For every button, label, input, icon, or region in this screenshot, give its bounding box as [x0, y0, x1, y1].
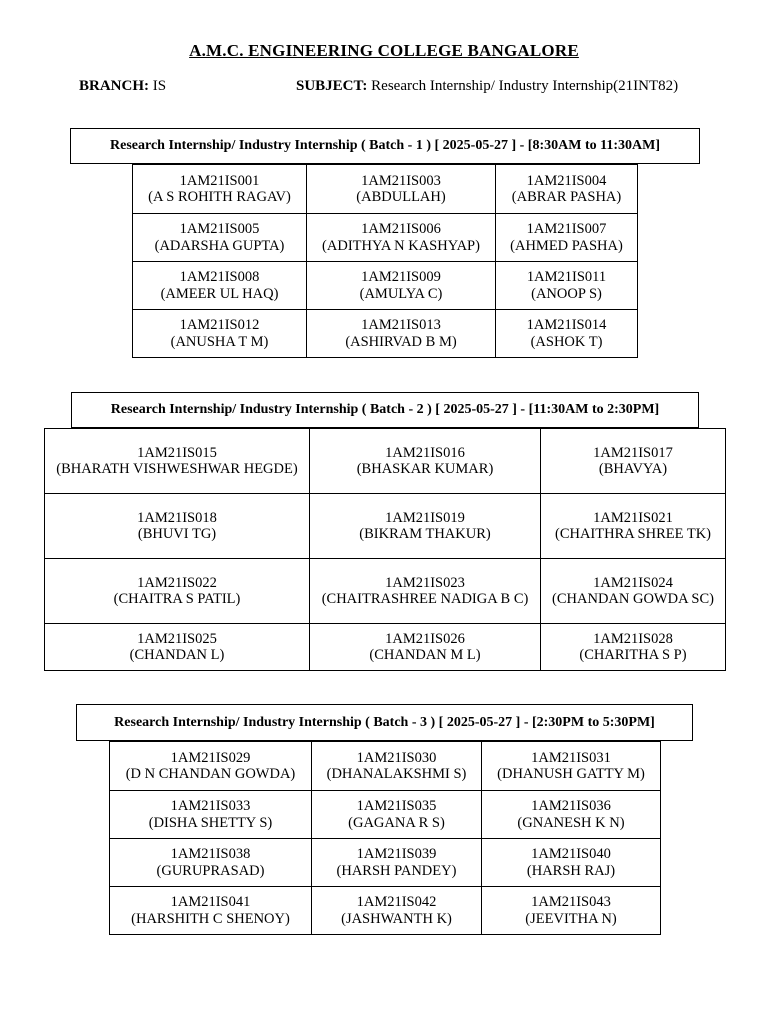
student-id: 1AM21IS006 [361, 221, 441, 237]
student-name: (JEEVITHA N) [525, 910, 617, 927]
student-name: (CHAITHRA SHREE TK) [554, 526, 711, 542]
student-cell [133, 310, 307, 358]
table-row [133, 262, 638, 310]
student-id: 1AM21IS005 [179, 221, 260, 237]
subject-value: Research Internship/ Industry Internship(21INT82) [371, 78, 679, 94]
student-name: (ASHIRVAD B M) [345, 333, 457, 350]
student-id: 1AM21IS003 [361, 172, 441, 189]
student-name: (ASHOK T) [530, 333, 603, 350]
student-cell [482, 742, 661, 791]
table-row [45, 559, 726, 624]
student-name: (ADITHYA N KASHYAP) [322, 237, 480, 254]
table-row [110, 887, 661, 935]
student-name: (CHANDAN L) [129, 647, 225, 663]
student-cell [310, 559, 541, 624]
student-name: (ABRAR PASHA) [511, 189, 622, 205]
student-cell [496, 310, 638, 358]
table-row [45, 494, 726, 559]
subject-line [296, 78, 678, 95]
student-id: 1AM21IS022 [137, 574, 217, 591]
student-cell [45, 559, 310, 624]
student-name: (HARSH RAJ) [526, 862, 616, 879]
batch-1-table [132, 164, 638, 358]
student-name: (GNANESH K N) [517, 814, 625, 831]
student-name: (D N CHANDAN GOWDA) [125, 766, 296, 782]
student-id: 1AM21IS009 [361, 269, 441, 285]
student-cell [310, 494, 541, 559]
student-id: 1AM21IS019 [385, 509, 465, 526]
student-id: 1AM21IS001 [179, 172, 260, 189]
branch-label: BRANCH: [79, 78, 149, 94]
subject-label: SUBJECT: [296, 78, 368, 94]
student-id: 1AM21IS011 [526, 269, 607, 285]
student-name: (AMULYA C) [359, 285, 443, 302]
student-id: 1AM21IS036 [531, 798, 611, 814]
batch-2-header: Research Internship/ Industry Internship ( Batch - 2 ) [ 2025-05-27 ] - [11:30AM to 2:30PM] [71, 392, 699, 428]
student-cell [133, 214, 307, 262]
student-id: 1AM21IS023 [385, 574, 465, 591]
student-id: 1AM21IS004 [526, 172, 607, 189]
table-row [133, 310, 638, 358]
student-id: 1AM21IS026 [385, 630, 465, 647]
student-name: (DHANUSH GATTY M) [497, 766, 645, 782]
college-title: A.M.C. ENGINEERING COLLEGE BANGALORE [189, 41, 579, 60]
student-id: 1AM21IS015 [137, 444, 217, 461]
student-cell [110, 839, 312, 887]
student-name: (CHARITHA S P) [579, 647, 687, 663]
student-cell [312, 887, 482, 935]
student-name: (CHAITRA S PATIL) [113, 591, 241, 607]
student-id: 1AM21IS028 [593, 630, 673, 647]
table-row [110, 791, 661, 839]
student-name: (CHANDAN M L) [369, 647, 481, 663]
student-id: 1AM21IS031 [531, 749, 611, 766]
student-id: 1AM21IS042 [356, 894, 437, 910]
student-cell [110, 742, 312, 791]
student-id: 1AM21IS008 [179, 269, 260, 285]
student-id: 1AM21IS016 [385, 444, 465, 461]
student-name: (DHANALAKSHMI S) [326, 766, 467, 782]
student-id: 1AM21IS018 [137, 509, 217, 526]
student-name: (AHMED PASHA) [510, 237, 623, 254]
student-id: 1AM21IS007 [526, 221, 607, 237]
student-id: 1AM21IS041 [170, 894, 251, 910]
table-row [133, 165, 638, 214]
student-name: (BIKRAM THAKUR) [359, 526, 491, 542]
student-name: (ADARSHA GUPTA) [154, 237, 285, 254]
student-cell [133, 262, 307, 310]
branch-value: IS [152, 78, 167, 94]
student-id: 1AM21IS040 [531, 846, 611, 862]
student-cell [307, 165, 496, 214]
student-cell [307, 262, 496, 310]
student-id: 1AM21IS012 [179, 317, 260, 333]
student-id: 1AM21IS013 [361, 317, 441, 333]
student-name: (HARSH PANDEY) [336, 862, 457, 879]
student-name: (AMEER UL HAQ) [160, 285, 279, 302]
student-name: (CHANDAN GOWDA SC) [552, 591, 714, 607]
student-cell [307, 214, 496, 262]
student-id: 1AM21IS025 [137, 630, 217, 647]
student-cell [310, 624, 541, 671]
batch-3-header: Research Internship/ Industry Internship ( Batch - 3 ) [ 2025-05-27 ] - [2:30PM to 5:30PM] [76, 704, 693, 741]
student-cell [312, 742, 482, 791]
table-row [110, 742, 661, 791]
student-name: (BHARATH VISHWESHWAR HEGDE) [56, 461, 298, 477]
student-name: (ANUSHA T M) [170, 333, 269, 350]
table-row [45, 624, 726, 671]
student-id: 1AM21IS024 [593, 574, 673, 591]
student-id: 1AM21IS038 [170, 846, 251, 862]
student-name: (GAGANA R S) [348, 814, 445, 831]
student-cell [541, 494, 726, 559]
student-name: (A S ROHITH RAGAV) [148, 189, 291, 205]
student-name: (BHUVI TG) [137, 526, 217, 542]
student-cell [45, 429, 310, 494]
batch-1-header: Research Internship/ Industry Internship ( Batch - 1 ) [ 2025-05-27 ] - [8:30AM to 11:30AM] [70, 128, 700, 164]
student-cell [312, 839, 482, 887]
student-cell [496, 165, 638, 214]
student-name: (BHAVYA) [598, 461, 668, 477]
student-id: 1AM21IS035 [356, 798, 437, 814]
student-name: (HARSHITH C SHENOY) [131, 910, 290, 927]
student-name: (DISHA SHETTY S) [148, 814, 273, 831]
student-cell [110, 791, 312, 839]
student-id: 1AM21IS030 [356, 749, 437, 766]
student-cell [312, 791, 482, 839]
student-cell [482, 839, 661, 887]
student-name: (CHAITRASHREE NADIGA B C) [321, 591, 529, 607]
student-cell [310, 429, 541, 494]
student-cell [496, 214, 638, 262]
table-row [45, 429, 726, 494]
student-cell [541, 624, 726, 671]
student-id: 1AM21IS017 [593, 444, 673, 461]
student-name: (ABDULLAH) [356, 189, 446, 205]
branch-line [79, 78, 166, 95]
student-cell [541, 429, 726, 494]
student-cell [496, 262, 638, 310]
student-cell [482, 887, 661, 935]
student-name: (JASHWANTH K) [341, 910, 452, 927]
student-id: 1AM21IS043 [531, 894, 611, 910]
student-name: (BHASKAR KUMAR) [356, 461, 494, 477]
student-id: 1AM21IS029 [170, 749, 251, 766]
batch-3-table [109, 741, 661, 935]
student-cell [133, 165, 307, 214]
student-cell [541, 559, 726, 624]
student-name: (GURUPRASAD) [156, 862, 265, 879]
student-id: 1AM21IS014 [526, 317, 607, 333]
student-cell [307, 310, 496, 358]
student-cell [110, 887, 312, 935]
table-row [110, 839, 661, 887]
student-id: 1AM21IS033 [170, 798, 251, 814]
student-cell [45, 624, 310, 671]
batch-2-table [44, 428, 726, 671]
student-id: 1AM21IS039 [356, 846, 437, 862]
student-name: (ANOOP S) [531, 285, 602, 302]
student-id: 1AM21IS021 [593, 509, 673, 526]
student-cell [482, 791, 661, 839]
student-cell [45, 494, 310, 559]
table-row [133, 214, 638, 262]
